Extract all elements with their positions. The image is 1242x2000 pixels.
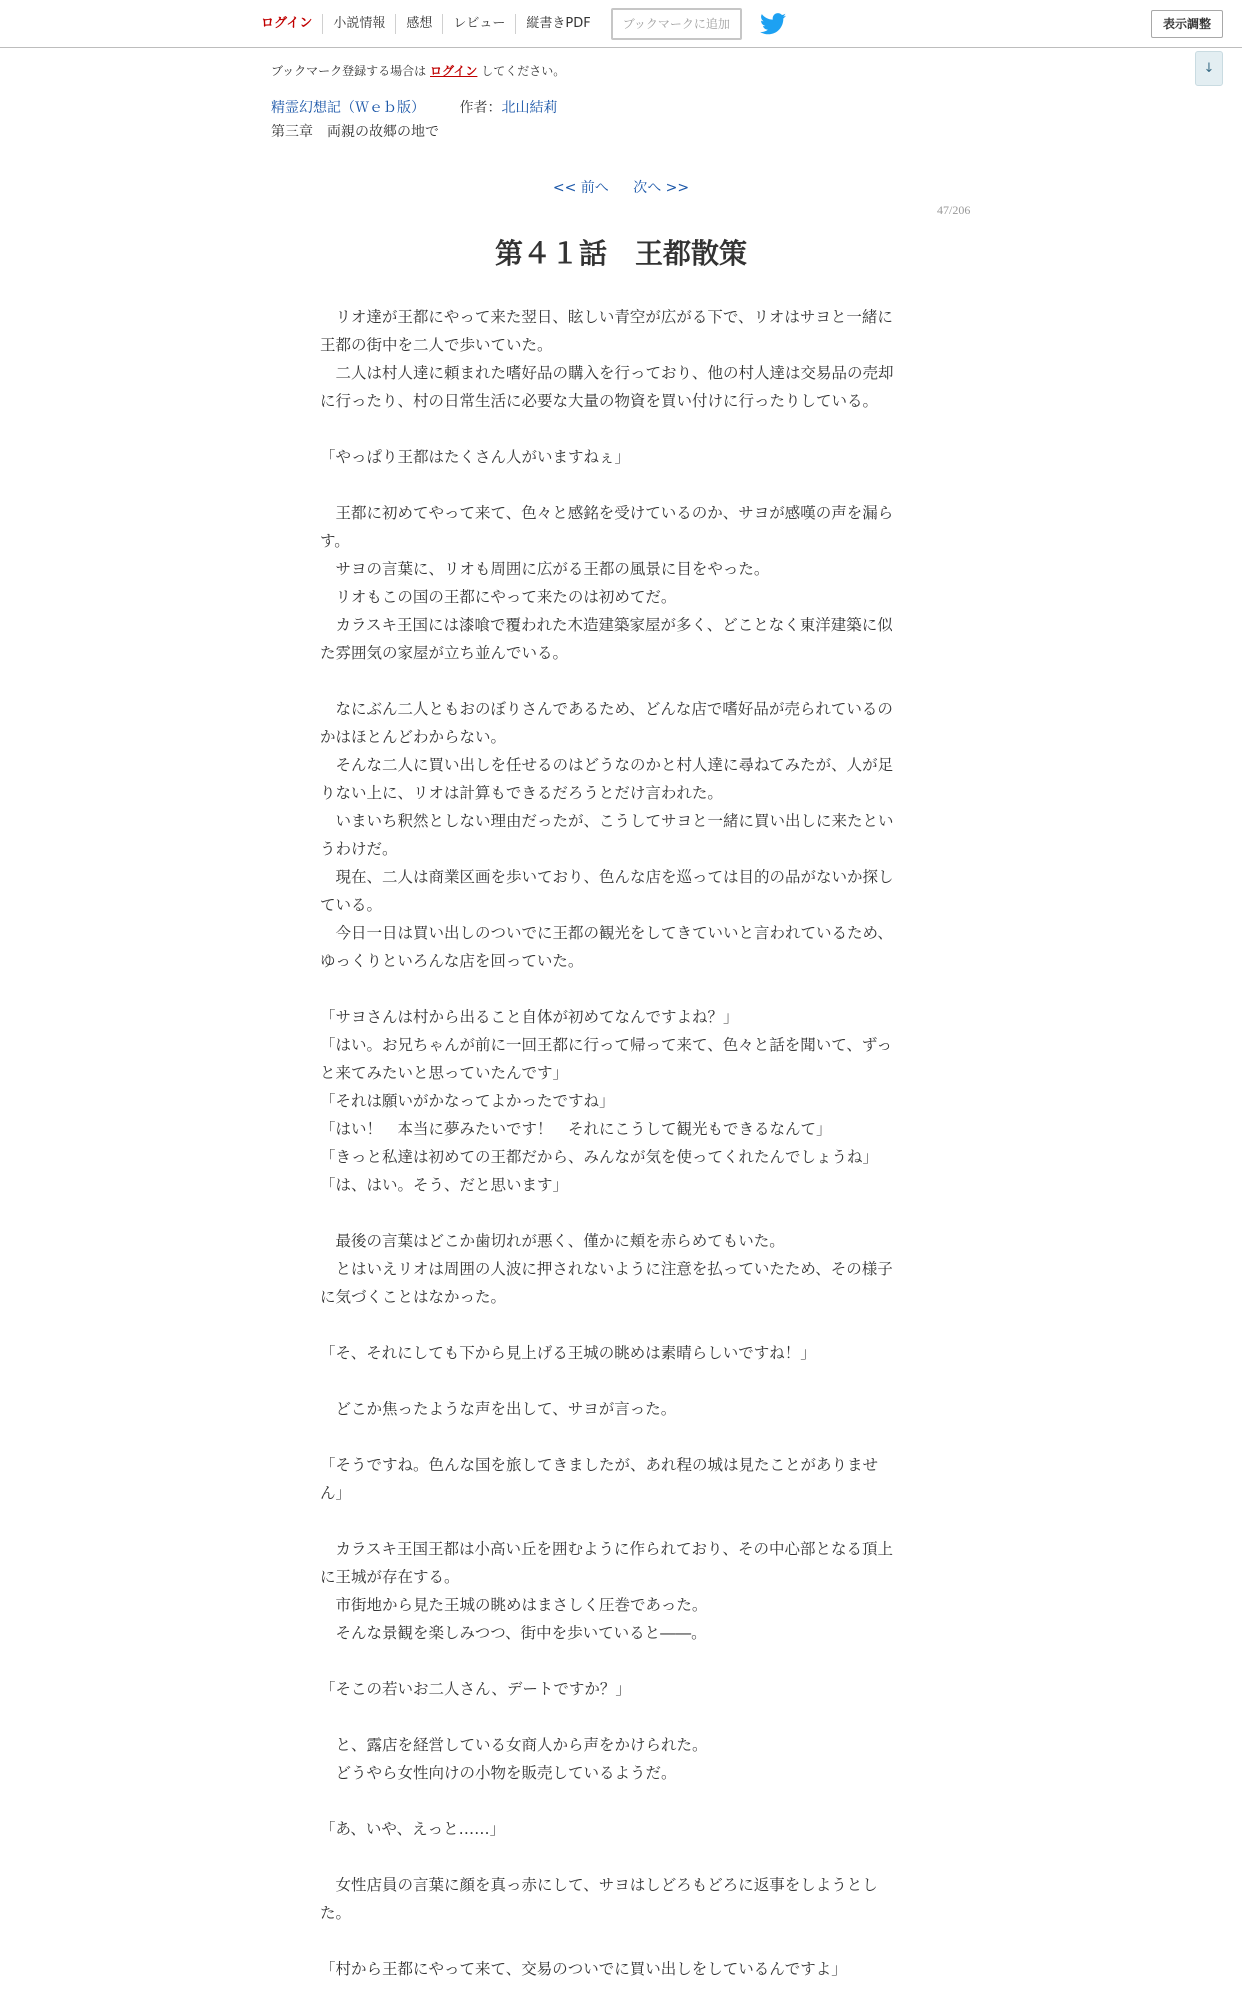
novel-body bbox=[320, 303, 920, 1983]
body-line: に王城が存在する。 bbox=[320, 1568, 460, 1586]
notice-login-link[interactable]: ログイン bbox=[430, 64, 478, 78]
episode-title: 第４１話 王都散策 bbox=[494, 237, 747, 270]
body-line bbox=[320, 1703, 920, 1731]
body-line: ている。 bbox=[320, 896, 383, 914]
display-adjust-button[interactable]: 表示調整 bbox=[1151, 10, 1223, 38]
notice-prefix: ブックマーク登録する場合は bbox=[271, 64, 427, 78]
body-line bbox=[320, 1423, 920, 1451]
nav-vertical-pdf-link[interactable]: 縦書きPDF bbox=[526, 15, 591, 31]
body-line: 王都に初めてやって来て、色々と感銘を受けているのか、サヨが感嘆の声を漏ら bbox=[320, 504, 894, 522]
body-line bbox=[320, 1199, 920, 1227]
body-line: 二人は村人達に頼まれた嗜好品の購入を行っており、他の村人達は交易品の売却 bbox=[320, 364, 894, 382]
body-line: に行ったり、村の日常生活に必要な大量の物資を買い付けに行ったりしている。 bbox=[320, 392, 879, 410]
body-line bbox=[320, 415, 920, 443]
next-episode-link[interactable]: 次へ >> bbox=[633, 180, 690, 196]
body-line bbox=[320, 975, 920, 1003]
body-line: 「はい！ 本当に夢みたいです！ それにこうして観光もできるなんて」 bbox=[320, 1120, 832, 1138]
nav-impressions-link[interactable]: 感想 bbox=[396, 14, 443, 34]
body-line: た。 bbox=[320, 1904, 352, 1922]
author-label: 作者： bbox=[459, 100, 502, 116]
body-line: いまいち釈然としない理由だったが、こうしてサヨと一緒に買い出しに来たとい bbox=[320, 812, 894, 830]
body-line bbox=[320, 1311, 920, 1339]
body-line bbox=[320, 1927, 920, 1955]
body-line: に気づくことはなかった。 bbox=[320, 1288, 507, 1306]
body-line: なにぶん二人ともおのぼりさんであるため、どんな店で嗜好品が売られているの bbox=[320, 700, 893, 718]
add-bookmark-button[interactable]: ブックマークに追加 bbox=[611, 8, 742, 40]
body-line bbox=[320, 1787, 920, 1815]
body-line: うわけだ。 bbox=[320, 840, 398, 858]
body-line: りない上に、リオは計算もできるだろうとだけ言われた。 bbox=[320, 784, 723, 802]
body-line: どうやら女性向けの小物を販売しているようだ。 bbox=[320, 1764, 677, 1782]
top-header bbox=[0, 0, 1242, 48]
novel-meta bbox=[271, 97, 557, 117]
body-line: 現在、二人は商業区画を歩いており、色んな店を巡っては目的の品がないか探し bbox=[320, 868, 894, 886]
body-line: リオもこの国の王都にやって来たのは初めてだ。 bbox=[320, 588, 677, 606]
body-line: た雰囲気の家屋が立ち並んでいる。 bbox=[320, 644, 569, 662]
body-line: そんな景観を楽しみつつ、街中を歩いていると――。 bbox=[320, 1624, 707, 1642]
body-line: ん」 bbox=[320, 1484, 352, 1502]
body-line: と来てみたいと思っていたんです」 bbox=[320, 1064, 569, 1082]
nav-review-link[interactable]: レビュー bbox=[443, 14, 516, 34]
episode-count: 47/206 bbox=[937, 203, 971, 217]
body-line: カラスキ王国王都は小高い丘を囲むように作られており、その中心部となる頂上 bbox=[320, 1540, 894, 1558]
body-line: 今日一日は買い出しのついでに王都の観光をしてきていいと言われているため、 bbox=[320, 924, 893, 942]
body-line: 「そ、それにしても下から見上げる王城の眺めは素晴らしいですね！」 bbox=[320, 1344, 816, 1362]
body-line bbox=[320, 471, 920, 499]
body-line: 「やっぱり王都はたくさん人がいますねぇ」 bbox=[320, 448, 631, 466]
body-line: 「そうですね。色んな国を旅してきましたが、あれ程の城は見たことがありませ bbox=[320, 1456, 879, 1474]
body-line: ゆっくりといろんな店を回っていた。 bbox=[320, 952, 584, 970]
body-line: かはほとんどわからない。 bbox=[320, 728, 507, 746]
body-line bbox=[320, 1647, 920, 1675]
body-line: 王都の街中を二人で歩いていた。 bbox=[320, 336, 553, 354]
body-line: 「あ、いや、えっと……」 bbox=[320, 1820, 506, 1838]
body-line: 最後の言葉はどこか歯切れが悪く、僅かに頬を赤らめてもいた。 bbox=[320, 1232, 785, 1250]
body-line: 「村から王都にやって来て、交易のついでに買い出しをしているんですよ」 bbox=[320, 1960, 847, 1978]
body-line bbox=[320, 1843, 920, 1871]
nav-novel-info-link[interactable]: 小説情報 bbox=[323, 14, 396, 34]
body-line: 「きっと私達は初めての王都だから、みんなが気を使ってくれたんでしょうね」 bbox=[320, 1148, 879, 1166]
body-line: とはいえリオは周囲の人波に押されないように注意を払っていたため、その様子 bbox=[320, 1260, 893, 1278]
chapter-title: 第三章 両親の故郷の地で bbox=[271, 124, 439, 140]
series-title-link[interactable]: 精霊幻想記（Ｗｅｂ版） bbox=[271, 100, 425, 116]
body-line: 「サヨさんは村から出ること自体が初めてなんですよね？」 bbox=[320, 1008, 739, 1026]
nav-bar bbox=[251, 0, 786, 47]
body-line: 「それは願いがかなってよかったですね」 bbox=[320, 1092, 615, 1110]
bookmark-login-notice bbox=[271, 62, 565, 79]
nav-login-link[interactable]: ログイン bbox=[251, 14, 323, 34]
body-line: す。 bbox=[320, 532, 350, 550]
body-line bbox=[320, 667, 920, 695]
twitter-icon[interactable] bbox=[760, 13, 786, 35]
scroll-down-button[interactable]: ↓ bbox=[1195, 51, 1223, 86]
body-line bbox=[320, 1367, 920, 1395]
body-line: カラスキ王国には漆喰で覆われた木造建築家屋が多く、どことなく東洋建築に似 bbox=[320, 616, 893, 634]
body-line: 「そこの若いお二人さん、デートですか？」 bbox=[320, 1680, 631, 1698]
notice-suffix: してください。 bbox=[481, 64, 566, 78]
episode-pager bbox=[0, 177, 1242, 197]
body-line: 市街地から見た王城の眺めはまさしく圧巻であった。 bbox=[320, 1596, 708, 1614]
body-line: リオ達が王都にやって来た翌日、眩しい青空が広がる下で、リオはサヨと一緒に bbox=[320, 308, 893, 326]
body-line: どこか焦ったような声を出して、サヨが言った。 bbox=[320, 1400, 677, 1418]
body-line: 女性店員の言葉に顔を真っ赤にして、サヨはしどろもどろに返事をしようとし bbox=[320, 1876, 878, 1894]
body-line: そんな二人に買い出しを任せるのはどうなのかと村人達に尋ねてみたが、人が足 bbox=[320, 756, 894, 774]
body-line: サヨの言葉に、リオも周囲に広がる王都の風景に目をやった。 bbox=[320, 560, 770, 578]
body-line bbox=[320, 1507, 920, 1535]
body-line: と、露店を経営している女商人から声をかけられた。 bbox=[320, 1736, 708, 1754]
body-line: 「はい。お兄ちゃんが前に一回王都に行って帰って来て、色々と話を聞いて、ずっ bbox=[320, 1036, 892, 1054]
author-link[interactable]: 北山結莉 bbox=[501, 100, 558, 116]
body-line: 「は、はい。そう、だと思います」 bbox=[320, 1176, 569, 1194]
prev-episode-link[interactable]: << 前へ bbox=[552, 180, 609, 196]
